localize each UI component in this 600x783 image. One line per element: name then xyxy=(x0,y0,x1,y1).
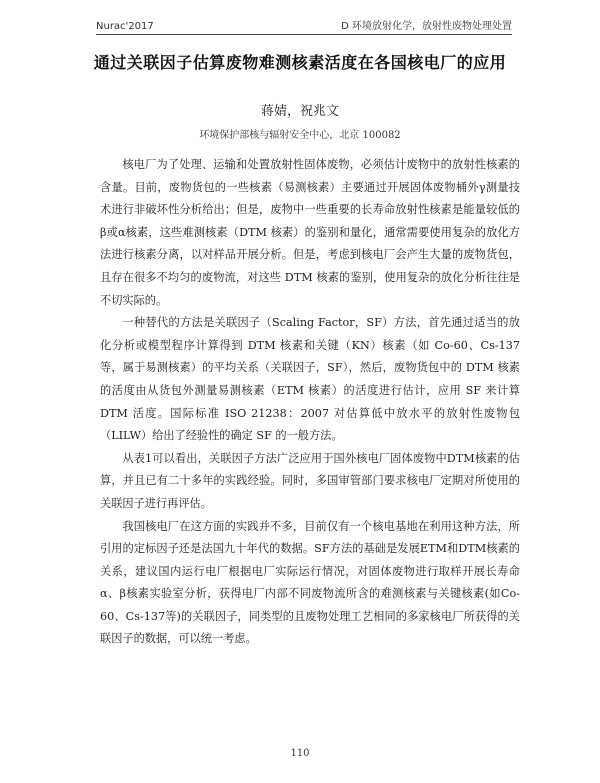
paper-affiliation: 环境保护部核与辐射安全中心，北京 100082 xyxy=(199,130,401,141)
paper-title: 通过关联因子估算废物难测核素活度在各国核电厂的应用 xyxy=(93,53,507,72)
running-header xyxy=(96,14,512,35)
header-section-label: D 环境放射化学，放射性废物处理处置 xyxy=(341,21,512,32)
paragraph-3: 从表1可以看出，关联因子方法广泛应用于国外核电厂固体废物中DTM核素的估算，并且已有二十多年的实践经验。同时，多国审管部门要求核电厂定期对所使用的关联因子进行再评估。 xyxy=(100,451,520,510)
header-conference-label: Nurac'2017 xyxy=(96,21,154,32)
page-number: 110 xyxy=(290,748,310,759)
paper-authors: 蒋婧，祝兆文 xyxy=(260,104,339,119)
paragraph-4: 我国核电厂在这方面的实践并不多，目前仅有一个核电基地在利用这种方法，所引用的定标因子还是法国九十年代的数据。SF方法的基础是发展ETM和DTM核素的关系，建议国内运行电厂根据电厂实际运行情况，对固体废物进行取样开展长寿命α、β核素实验室分析，获得电厂内部不同废物流所含的难测核素与关键核素(如Co-60、Cs-137等)的关联因子，同类型的且废物处理工艺相同的多家核电厂所获得的关联因子的数据，可以统一考虑。 xyxy=(100,519,520,646)
paragraph-2: 一种替代的方法是关联因子（Scaling Factor，SF）方法，首先通过适当的放化分析或模型程序计算得到 DTM 核素和关键（KN）核素（如 Co-60、Cs-137 等，属于易测核素）的平均关系（关联因子，SF），然后，废物货包中的 DTM 核素的活度由从货包外测量易测核素（ETM 核素）的活度进行估计，应用 SF 来计算 DTM 活度。国际标准 ISO 21238：2007 对估算低中放水平的放射性废物包（LILW）给出了经验性的确定 SF 的一般方法。 xyxy=(100,316,520,443)
paper-body xyxy=(100,154,520,651)
paragraph-1: 核电厂为了处理、运输和处置放射性固体废物，必须估计废物中的放射性核素的含量。目前，废物货包的一些核素（易测核素）主要通过开展固体废物桶外γ测量技术进行非破坏性分析给出；但是，废物中一些重要的长寿命放射性核素是能量较低的β或α核素，这些难测核素（DTM 核素）的鉴别和量化，通常需要使用复杂的放化方法进行核素分离，以对样品开展分析。但是，考虑到核电厂会产生大量的废物货包，且存在很多不均匀的废物流，对这些 DTM 核素的鉴别，使用复杂的放化分析往往是不切实际的。 xyxy=(100,158,520,307)
